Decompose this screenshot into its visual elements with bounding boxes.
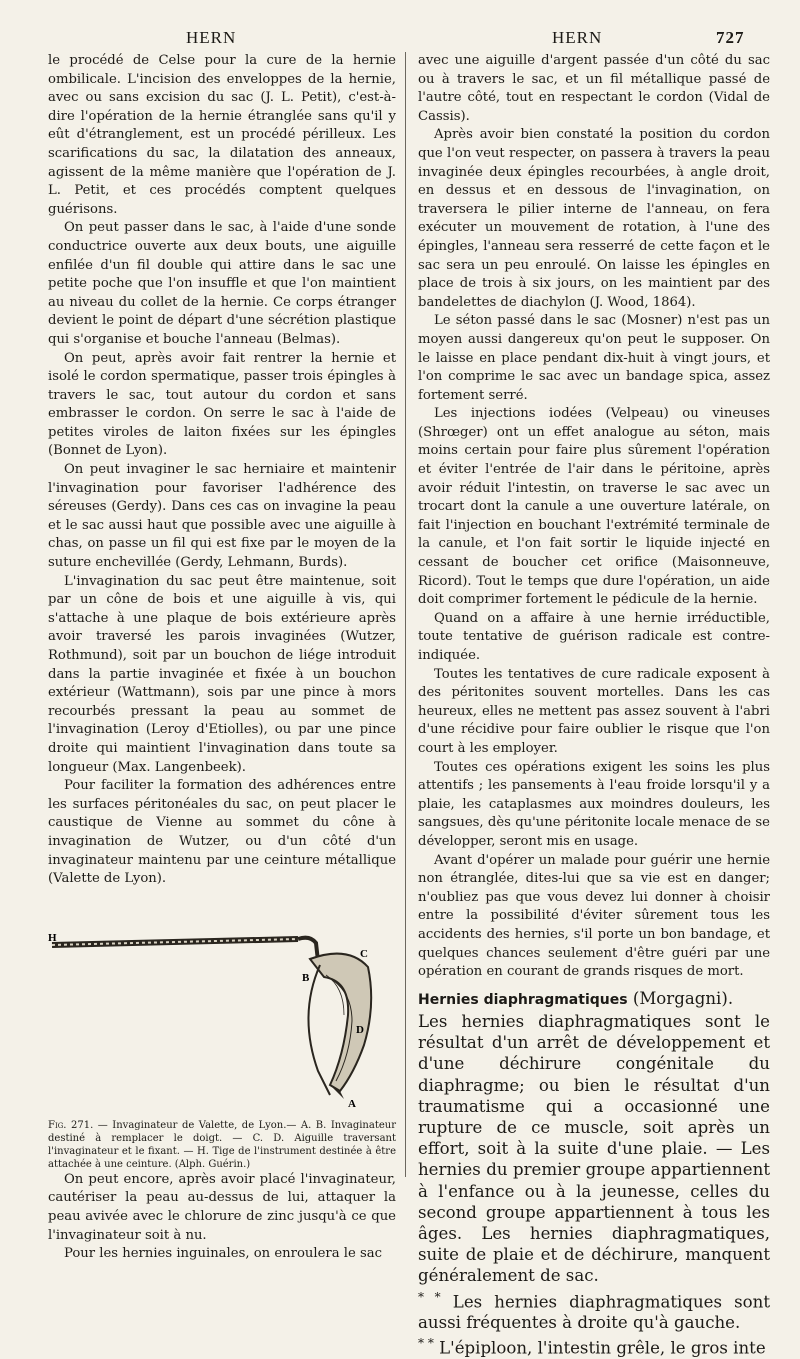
figure-label-d: D bbox=[356, 1023, 364, 1036]
paragraph bbox=[418, 1333, 770, 1359]
paragraph: Les injections iodées (Velpeau) ou vineuses (Shrœger) ont un effet analogue au séton, mais moins certain pour faire plus sûrement l'opération et éviter l'entrée de l'air dans le péritoine, après avoir réduit l'intestin, on traverse le sac avec un trocart dont la canule a une ouverture latérale, on fait l'injection en bouchant l'extrémité terminale de la canule, et l'on fait sortir le liquide injecté en cessant de boucher cet orifice (Maisonneuve, Ricord). Tout le temps que dure l'opération, un aide doit comprimer fortement le pédicule de la hernie. bbox=[418, 406, 770, 608]
paragraph: le procédé de Celse pour la cure de la hernie ombilicale. L'incision des enveloppes de la hernie, avec ou sans excision du sac (J. L. Petit), c'est-à-dire l'opération de la hernie étranglée sans qu'il y eût d'étranglement, est un procédé périlleux. Les scarifications du sac, la dilatation des anneaux, agissent de la même manière que l'opération de J. L. Petit, et ces procédés comptent quelques guérisons. bbox=[48, 53, 396, 217]
paragraph: Toutes ces opérations exigent les soins les plus attentifs ; les pansements à l'eau froide lorsqu'il y a plaie, les cataplasmes aux moindres douleurs, les sangsues, dès qu'une péritonite locale menace de se développer, seront mis en usage. bbox=[418, 759, 770, 849]
invaginator-illustration bbox=[48, 895, 396, 1115]
paragraph: On peut passer dans le sac, à l'aide d'une sonde conductrice ouverte aux deux bouts, une aiguille enfilée d'un fil double qui attire dans le sac une petite poche que l'on insuffle et que l'on maintient au niveau du collet de la hernie. Ce corps étranger devient le point de départ d'une sécrétion plastique qui s'organise et bouche l'anneau (Belmas). bbox=[48, 220, 396, 347]
column-divider bbox=[405, 52, 406, 1177]
paragraph: Le séton passé dans le sac (Mosner) n'est pas un moyen aussi dangereux qu'on peut le supposer. On le laisse en place pendant dix-huit à vingt jours, et l'on comprime le sac avec un bandage spica, assez fortement serré. bbox=[418, 313, 770, 403]
paragraph: Après avoir bien constaté la position du cordon que l'on veut respecter, on passera à travers la peau invaginée deux épingles recourbées, à angle droit, en dessus et en dessous de l'invagination, on traversera le pilier interne de l'anneau, on fera exécuter un mouvement de rotation, à l'une des épingles, l'anneau sera resserré de cette façon et le sac sera un peu enroulé. On laisse les épingles en place de trois à six jours, on les maintient par des bandelettes de diachylon (J. Wood, 1864). bbox=[418, 127, 770, 310]
paragraph-text: Les hernies diaphragmatiques sont aussi fréquentes à droite qu'à gauche. bbox=[418, 1292, 770, 1333]
asterism: * * bbox=[418, 1336, 434, 1351]
paragraph: On peut encore, après avoir placé l'invaginateur, cautériser la peau au-dessus de lui, attaquer la peau avivée avec le chlorure de zinc jusqu'à ce que l'invaginateur soit à nu. bbox=[48, 1171, 396, 1243]
paragraph-text: L'épiploon, l'intestin grêle, le gros inte bbox=[439, 1339, 766, 1358]
paragraph: Pour les hernies inguinales, on enroulera le sac bbox=[64, 1246, 382, 1262]
page-header bbox=[0, 28, 800, 54]
page-number: 727 bbox=[716, 28, 745, 47]
right-column bbox=[418, 52, 770, 1359]
figure-label-h: H bbox=[48, 931, 57, 944]
paragraph bbox=[418, 1287, 770, 1334]
figure-label-c: C bbox=[360, 947, 368, 960]
figure-label-b: B bbox=[302, 971, 310, 984]
figure-invaginator bbox=[48, 895, 396, 1115]
paragraph: On peut invaginer le sac herniaire et maintenir l'invagination pour favoriser l'adhérence des séreuses (Gerdy). Dans ces cas on invagine la peau et le sac aussi haut que possible avec une aiguille à chas, on passe un fil qui est fixe par le moyen de la suture enchevillée (Gerdy, Lehmann, Burds). bbox=[48, 462, 396, 571]
paragraph: Avant d'opérer un malade pour guérir une hernie non étranglée, dites-lui que sa vie est en danger; n'oubliez pas que vous devez lui donner à choisir entre la possibilité d'éviter sûrement tous les accidents des hernies, s'il porte un bon bandage, et quelques chances seulement d'être guéri par une opération en courant de grands risques de mort. bbox=[418, 852, 770, 980]
paragraph: Les hernies diaphragmatiques sont le résultat d'un arrêt de développement et d'une déchirure congénitale du diaphragme; ou bien le résultat d'un traumatisme qui a occasionné une rupture de ce muscle, soit après un effort, soit à la suite d'une plaie. — Les hernies du premier groupe appartiennent à l'enfance ou à la jeunesse, celles du second groupe appartiennent à tous les âges. Les hernies diaphragmatiques, suite de plaie et de déchirure, manquent généralement de sac. bbox=[418, 1011, 770, 1286]
section-title: Hernies diaphragmatiques bbox=[418, 991, 628, 1008]
paragraph: Pour faciliter la formation des adhérences entre les surfaces péritonéales du sac, on peut placer le caustique de Vienne au sommet du cône à invagination de Wutzer, ou d'un côté d'un invaginateur maintenu par une ceinture métallique (Valette de Lyon). bbox=[48, 778, 396, 887]
paragraph: L'invagination du sac peut être maintenue, soit par un cône de bois et une aiguille à vis, qui s'attache à une plaque de bois extérieure après avoir traversé les parois invaginées (Wutzer, Rothmund), soit par un bouchon de liége introduit dans la partie invaginée et fixée à un bouchon extérieur (Wattmann), sois par une pince à mors recourbés pressant la peau au sommet de l'invagination (Leroy d'Etiolles), ou par une pince droite qui maintient l'invagination dans toute sa longueur (Max. Langenbeek). bbox=[48, 573, 396, 775]
section-heading-line bbox=[418, 988, 770, 1011]
figure-caption bbox=[48, 1119, 396, 1171]
left-running-title: HERN bbox=[186, 28, 237, 47]
figure-label-a: A bbox=[348, 1097, 356, 1110]
right-running-title: HERN bbox=[552, 28, 603, 47]
paragraph: avec une aiguille d'argent passée d'un côté du sac ou à travers le sac, et un fil métallique passé de l'autre côté, tout en respectant le cordon (Vidal de Cassis). bbox=[418, 53, 770, 124]
left-column bbox=[48, 52, 396, 1264]
paragraph: Quand on a affaire à une hernie irréductible, toute tentative de guérison radicale est contre-indiquée. bbox=[418, 610, 770, 663]
section-diaphragmatic-hernias bbox=[418, 988, 770, 1359]
paragraph: Toutes les tentatives de cure radicale exposent à des péritonites souvent mortelles. Dans les cas heureux, elles ne mettent pas assez souvent à l'abri d'une récidive pour faire oublier le risque que l'on court à les employer. bbox=[418, 666, 770, 756]
figure-caption-text: — Invaginateur de Valette, de Lyon.— A. B. Invaginateur destiné à remplacer le doigt. — C. D. Aiguille traversant l'invaginateur et le fixant. — H. Tige de l'instrument destinée à être attachée à une ceinture. (Alph. Guérin.) bbox=[48, 1119, 396, 1170]
figure-number: Fig. 271. bbox=[48, 1119, 94, 1131]
asterism: * * bbox=[418, 1289, 441, 1304]
section-attribution: (Morgagni). bbox=[632, 988, 734, 1008]
paragraph: On peut, après avoir fait rentrer la hernie et isolé le cordon spermatique, passer trois épingles à travers le sac, tout autour du cordon et sans embrasser le cordon. On serre le sac à l'aide de petites viroles de laiton fixées sur les épingles (Bonnet de Lyon). bbox=[48, 350, 396, 459]
